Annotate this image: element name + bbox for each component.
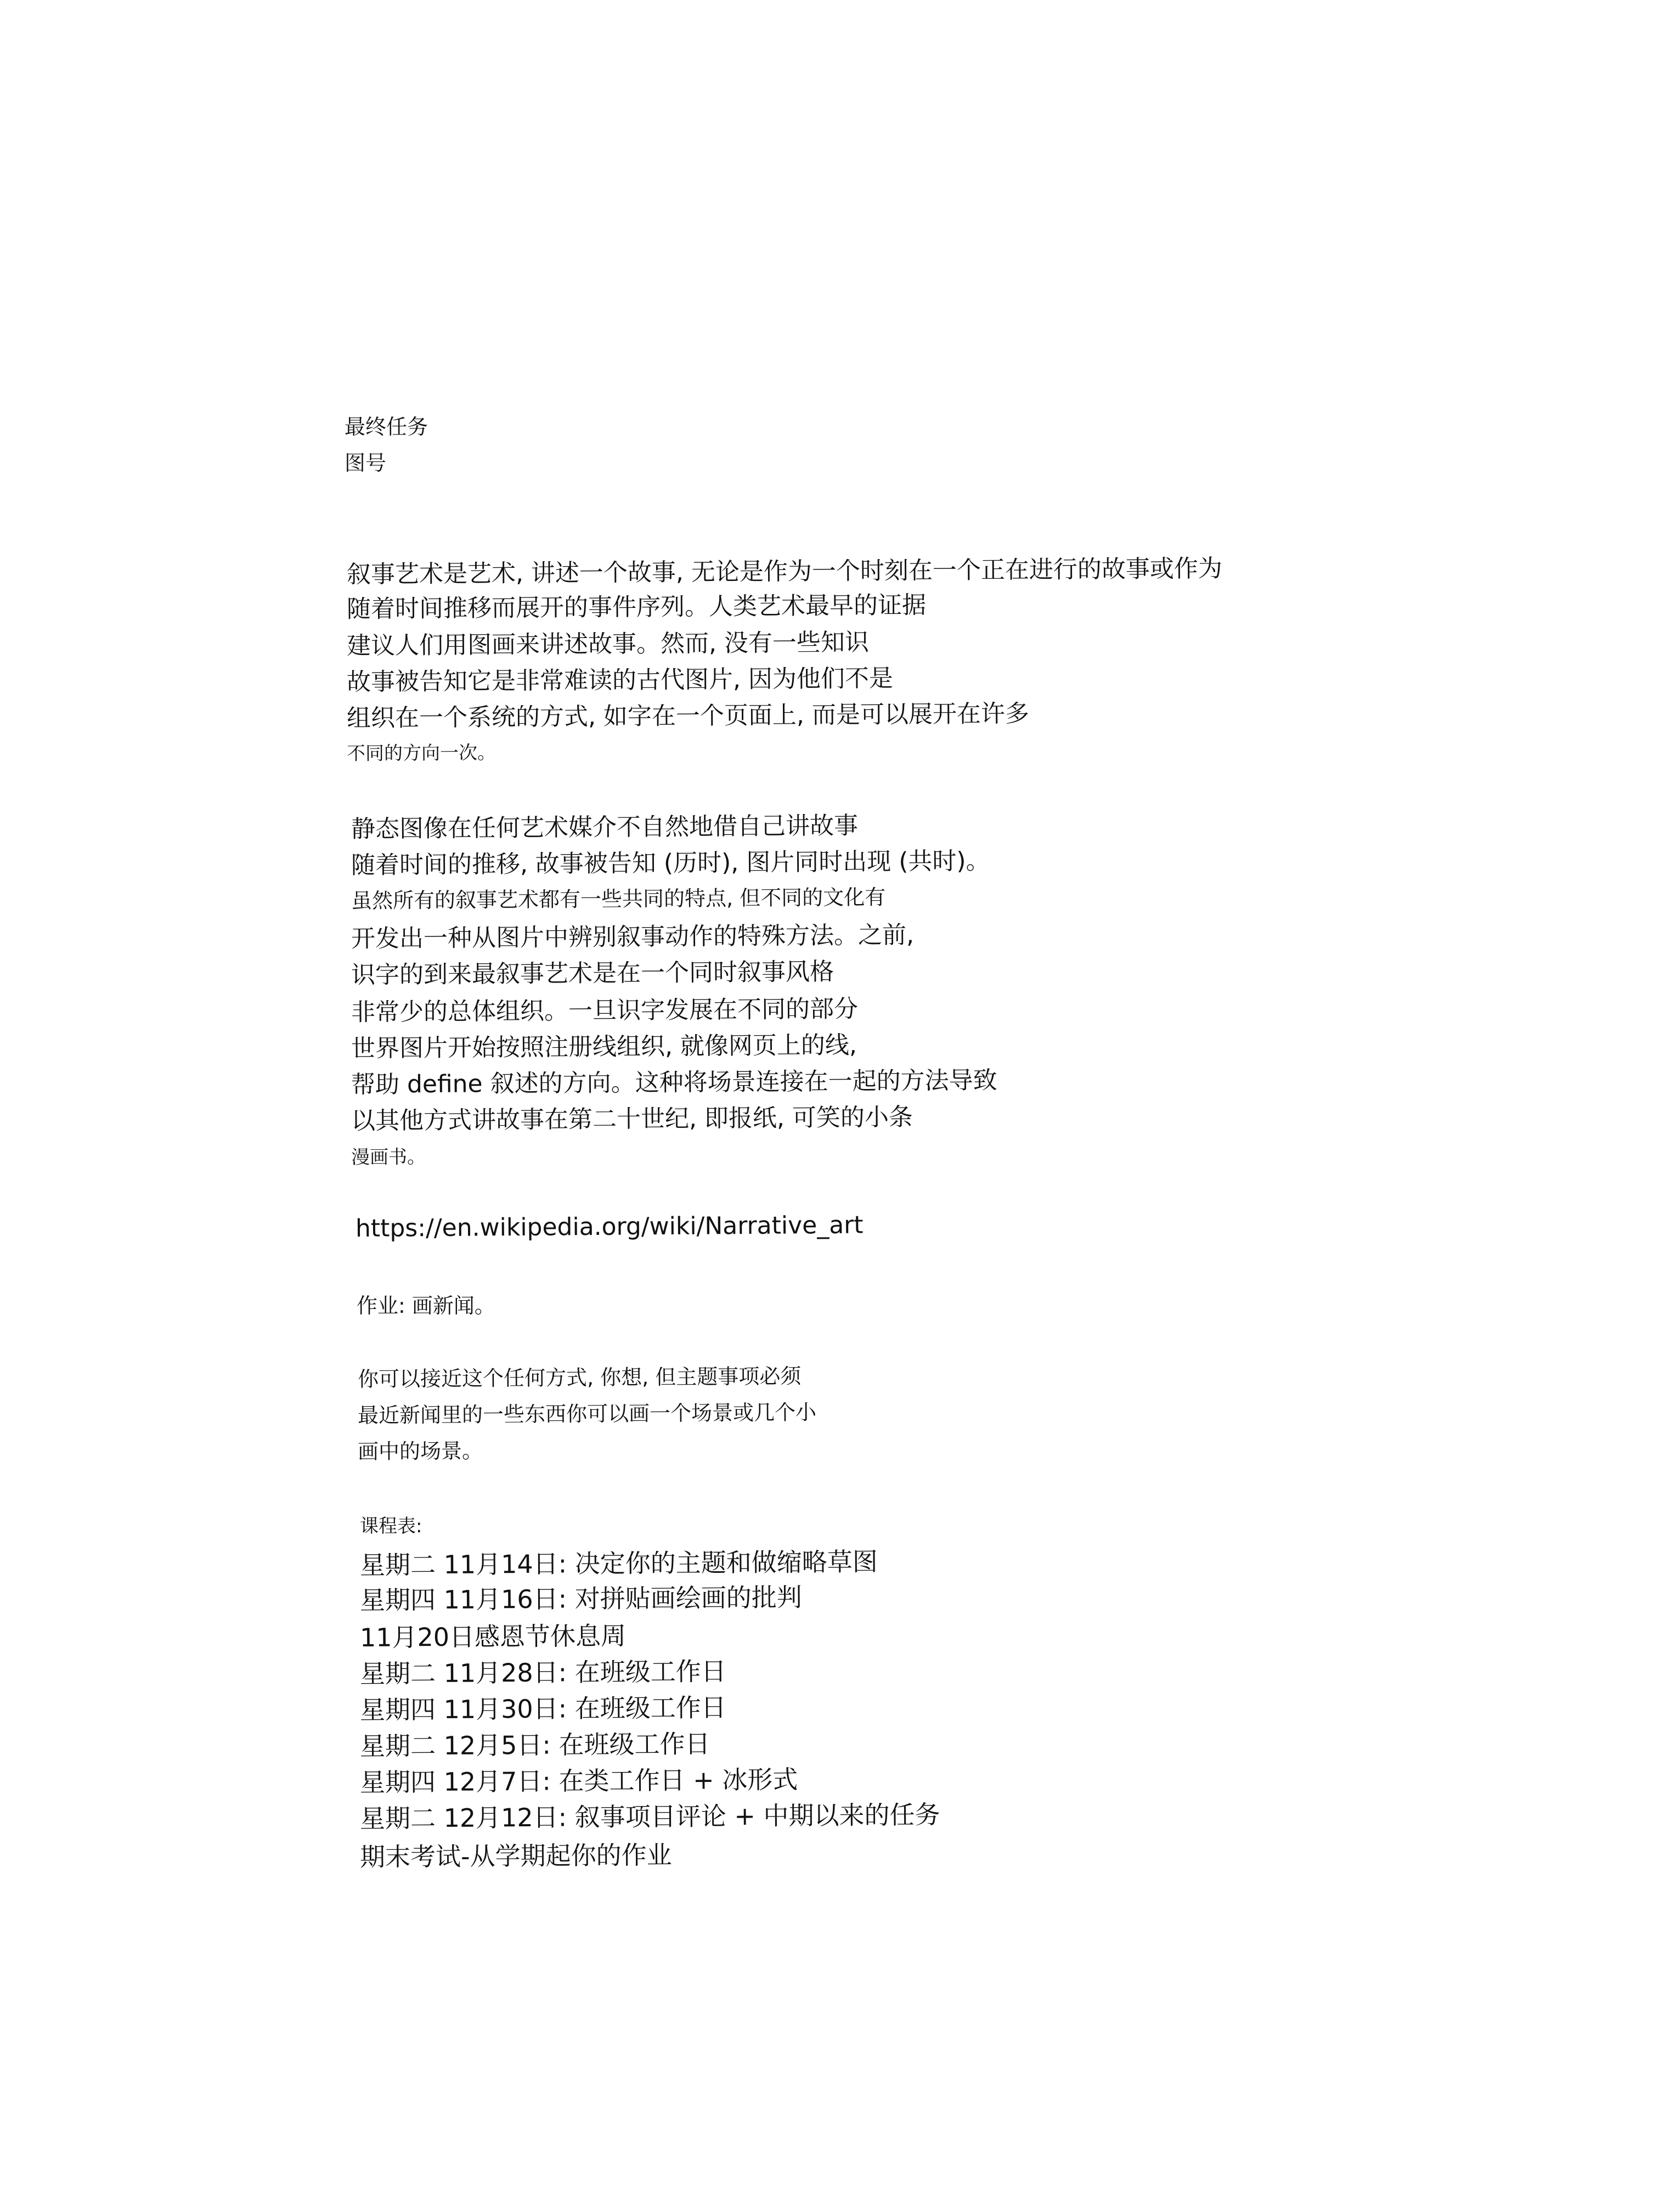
schedule-item: 星期四 11月16日: 对拼贴画绘画的批判 <box>359 1582 802 1615</box>
paragraph-line: 以其他方式讲故事在第二十世纪, 即报纸, 可笑的小条 <box>351 1103 913 1135</box>
paragraph-line: 开发出一种从图片中辨别叙事动作的特殊方法。之前, <box>351 921 915 953</box>
paragraph-line: 帮助 define 叙述的方向。这种将场景连接在一起的方法导致 <box>351 1066 997 1099</box>
schedule-item: 星期四 12月7日: 在类工作日 + 冰形式 <box>359 1764 798 1797</box>
intro-line: 不同的方向一次。 <box>346 742 496 765</box>
paragraph-line: 识字的到来最叙事艺术是在一个同时叙事风格 <box>351 957 834 989</box>
paragraph-line: 非常少的总体组织。一旦识字发展在不同的部分 <box>351 995 859 1026</box>
intro-line: 组织在一个系统的方式, 如字在一个页面上, 而是可以展开在许多 <box>346 699 1030 732</box>
intro-line: 叙事艺术是艺术, 讲述一个故事, 无论是作为一个时刻在一个正在进行的故事或作为 <box>346 554 1223 589</box>
source-url-text: https://en.wikipedia.org/wiki/Narrative_art <box>355 1211 864 1243</box>
schedule-item: 星期二 11月14日: 决定你的主题和做缩略草图 <box>359 1547 878 1580</box>
paragraph-line: 漫画书。 <box>351 1146 426 1169</box>
assignment-line: 最近新闻里的一些东西你可以画一个场景或几个小 <box>357 1400 817 1427</box>
assignment-line: 画中的场景。 <box>357 1438 483 1464</box>
document-title: 最终任务 <box>345 415 428 439</box>
schedule-item: 星期二 12月12日: 叙事项目评论 + 中期以来的任务 <box>359 1799 940 1833</box>
schedule-item: 星期四 11月30日: 在班级工作日 <box>359 1692 726 1725</box>
schedule-item: 星期二 11月28日: 在班级工作日 <box>359 1656 726 1689</box>
assignment-line: 你可以接近这个任何方式, 你想, 但主题事项必须 <box>357 1364 802 1391</box>
schedule-item: 期末考试-从学期起你的作业 <box>359 1840 672 1872</box>
assignment-label: 作业: 画新闻。 <box>357 1294 495 1318</box>
schedule-item: 11月20日感恩节休息周 <box>359 1621 627 1652</box>
paragraph-line: 世界图片开始按照注册线组织, 就像网页上的线, <box>351 1031 857 1063</box>
paragraph-line: 静态图像在任何艺术媒介不自然地借自己讲故事 <box>351 811 859 843</box>
schedule-item: 星期二 12月5日: 在班级工作日 <box>359 1729 710 1761</box>
intro-line: 建议人们用图画来讲述故事。然而, 没有一些知识 <box>346 628 870 660</box>
intro-line: 故事被告知它是非常难读的古代图片, 因为他们不是 <box>346 664 894 696</box>
paragraph-line: 随着时间的推移, 故事被告知 (历时), 图片同时出现 (共时)。 <box>351 847 990 879</box>
document-subtitle: 图号 <box>345 451 387 475</box>
intro-line: 随着时间推移而展开的事件序列。人类艺术最早的证据 <box>346 591 927 623</box>
schedule-heading: 课程表: <box>360 1515 422 1537</box>
paragraph-line: 虽然所有的叙事艺术都有一些共同的特点, 但不同的文化有 <box>351 885 886 913</box>
